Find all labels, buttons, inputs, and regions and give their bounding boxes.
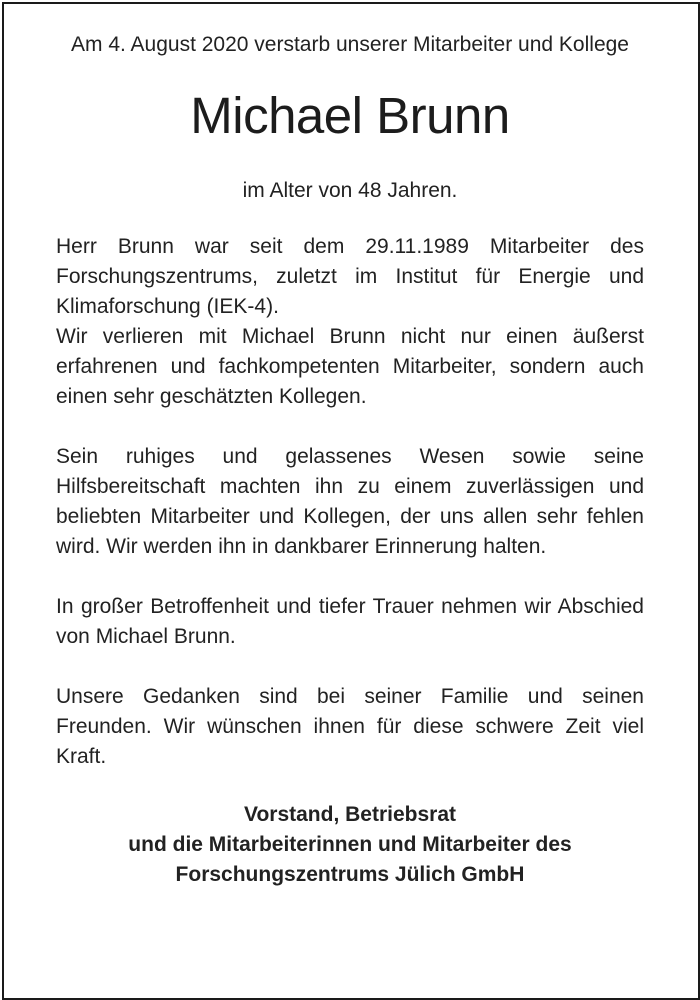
signature-line: Vorstand, Betriebsrat [244,803,456,826]
signature-line: Forschungszentrums Jülich GmbH [175,863,525,886]
paragraph-condolence: Unsere Gedanken sind bei seiner Familie und seinen Freunden. Wir wünschen ihnen für diese schwere Zeit viel Kraft. [56,685,644,768]
paragraph-farewell: In großer Betroffenheit und tiefer Trauer nehmen wir Abschied von Michael Brunn. [56,595,644,648]
age-text: im Alter von 48 Jahren. [242,179,458,202]
paragraph-employment: Herr Brunn war seit dem 29.11.1989 Mitarbeiter des Forschungszentrums, zuletzt im Institut für Energie und Klimaforschung (IEK-4). [56,235,644,318]
paragraph-character: Sein ruhiges und gelassenes Wesen sowie seine Hilfsbereitschaft machten ihn zu einem zuverlässigen und beliebten Mitarbeiter und Kollegen, der uns allen sehr fehlen wird. Wir werden ihn in dankbarer Erinnerung halten. [56,445,644,558]
paragraph-loss: Wir verlieren mit Michael Brunn nicht nur einen äußerst erfahrenen und fachkompetenten Mitarbeiter, sondern auch einen sehr geschätzten Kollegen. [56,325,644,408]
signature-block [56,800,644,890]
obituary-notice [56,30,644,890]
intro-text: Am 4. August 2020 verstarb unserer Mitarbeiter und Kollege [71,33,629,56]
signature-line: und die Mitarbeiterinnen und Mitarbeiter des [128,833,572,856]
deceased-name: Michael Brunn [190,87,510,144]
